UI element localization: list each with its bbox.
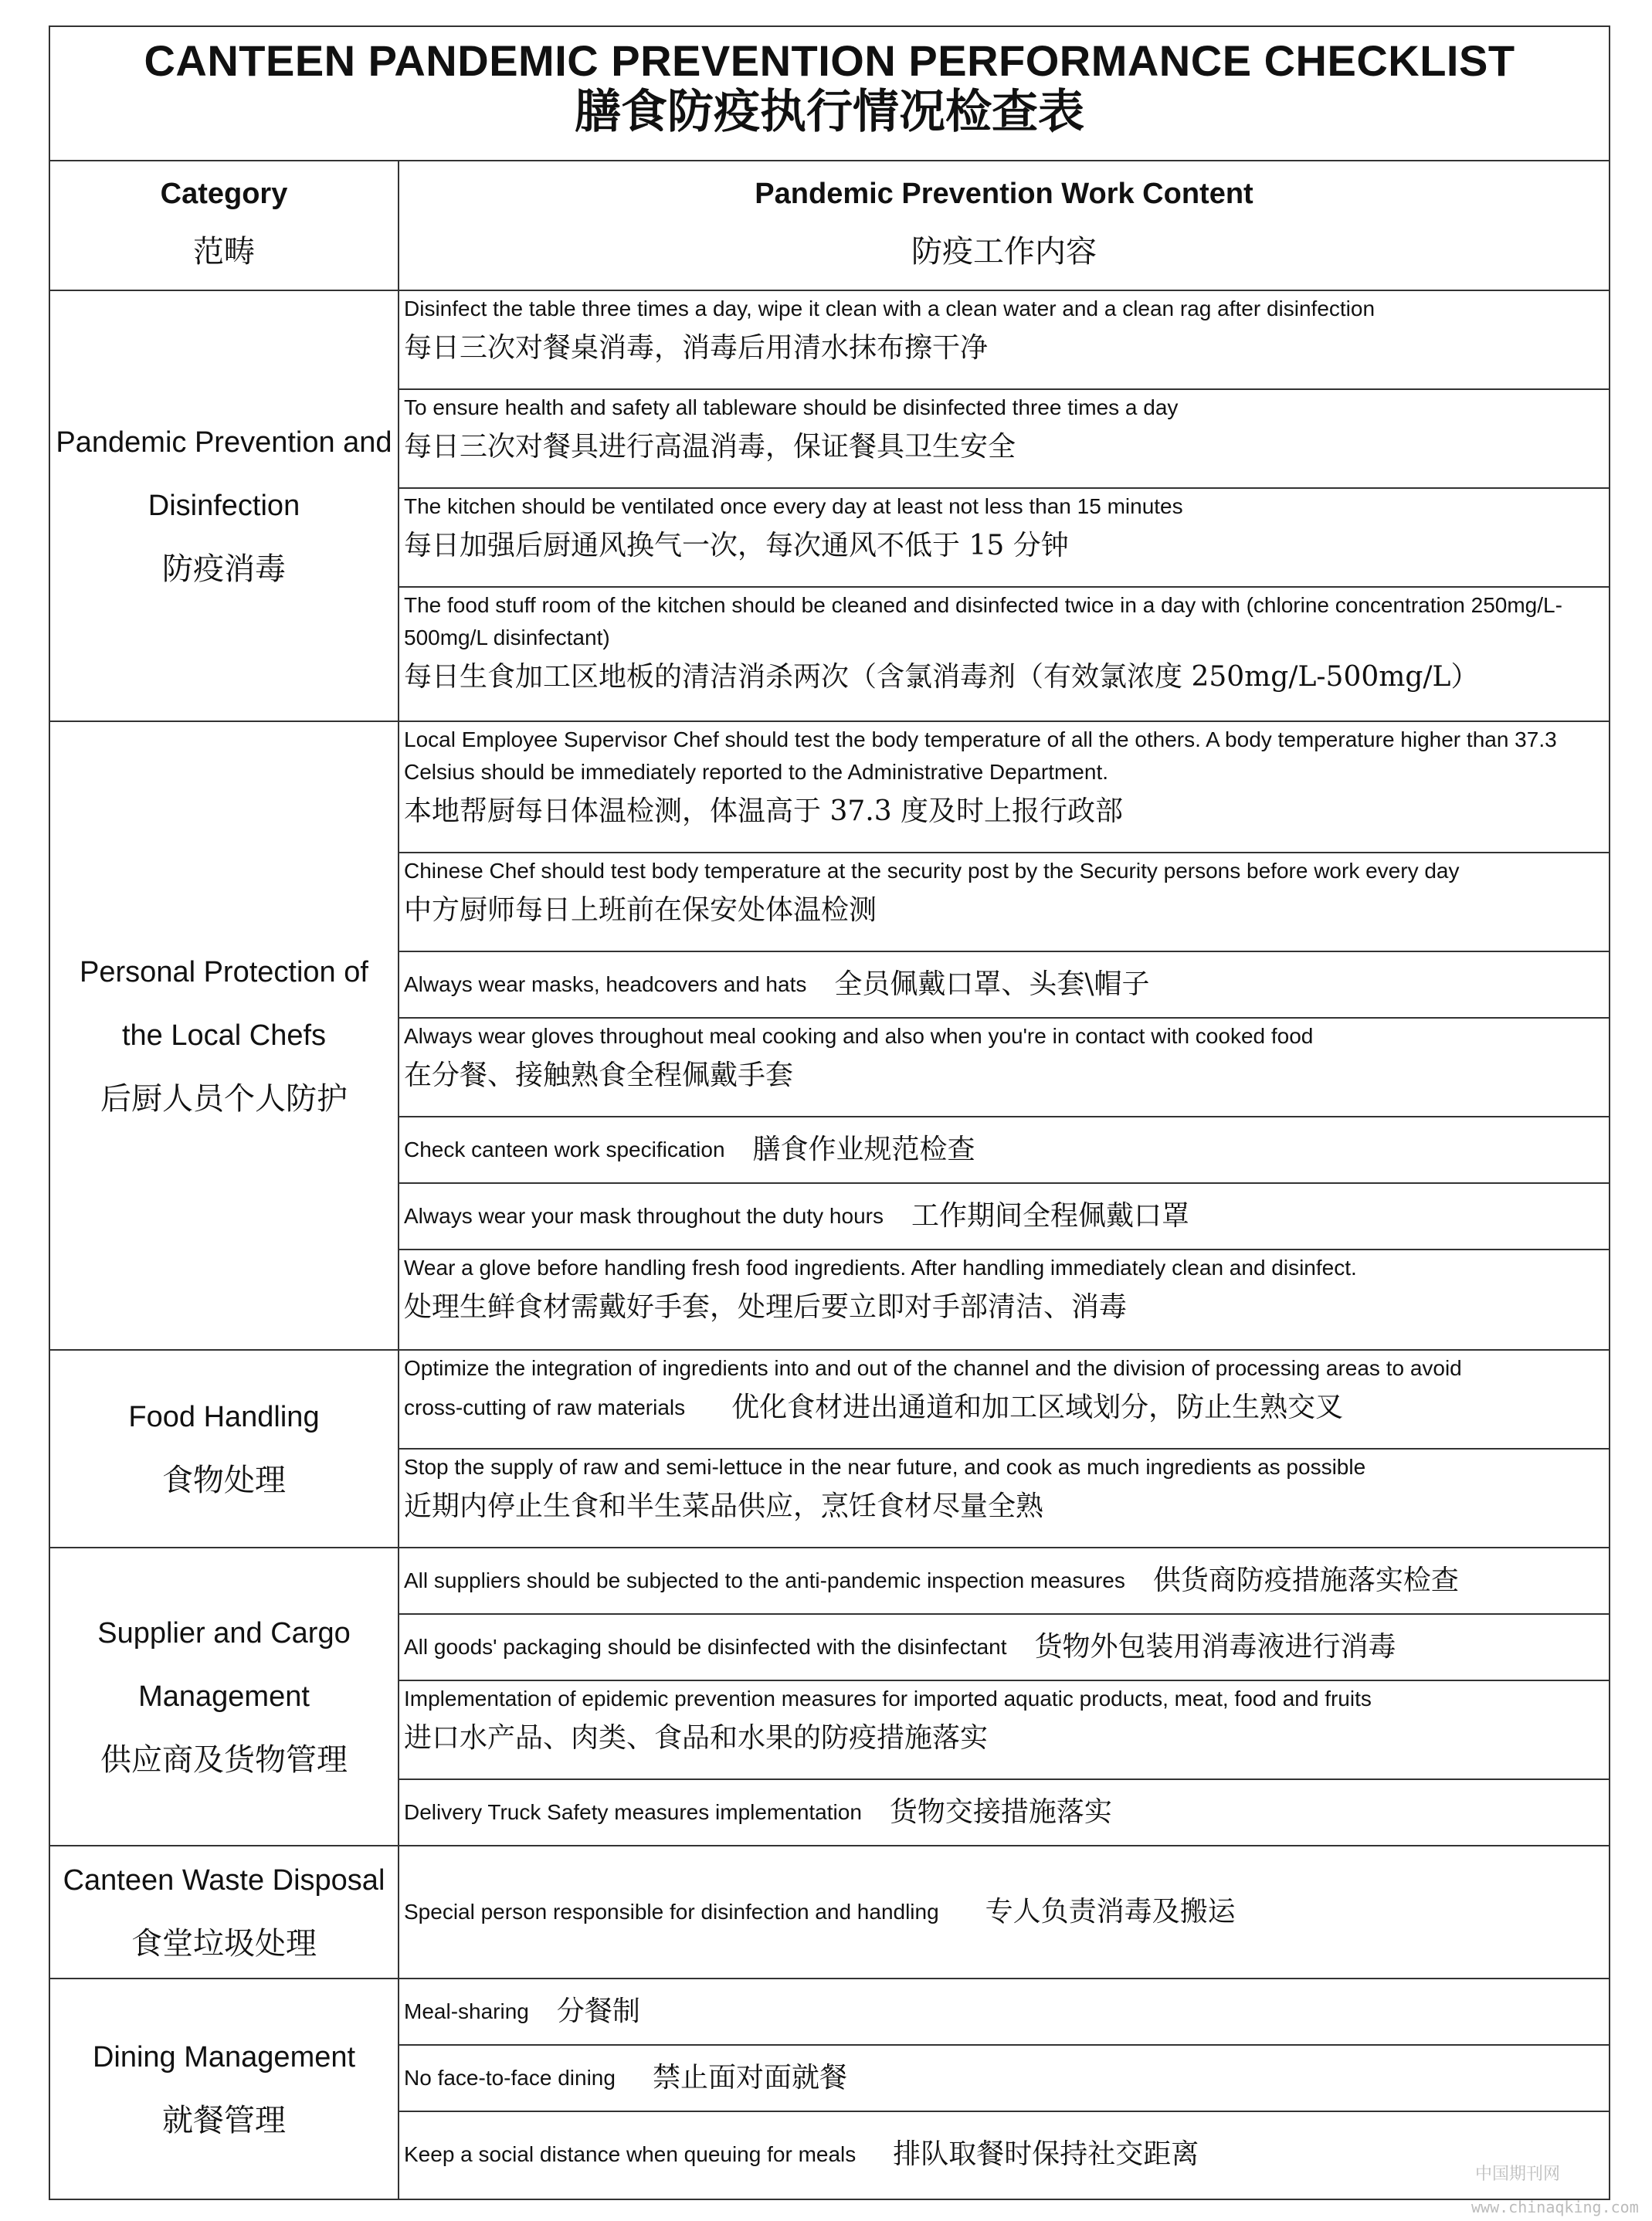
category-cell [50,1548,399,1845]
checklist-sheet [49,25,1610,2200]
category-en: Dining Management [92,2041,356,2073]
section-row-food-handling [50,1351,1609,1548]
item-zh: 供货商防疫措施落实检查 [1152,1565,1459,1596]
item-en: Wear a glove before handling fresh food ingredients. After handling immediately clean and disinfect. [404,1256,1357,1280]
content-item [399,1250,1609,1349]
title-block [50,27,1609,161]
content-item [399,1450,1609,1548]
item-zh: 本地帮厨每日体温检测，体温高于 37.3 度及时上报行政部 [404,795,1124,827]
header-content-en: Pandemic Prevention Work Content [755,178,1253,210]
item-en: Implementation of epidemic prevention measures for imported aquatic products, meat, food and fruits [404,1687,1372,1711]
content-item [399,1681,1609,1780]
item-zh: 处理生鲜食材需戴好手套，处理后要立即对手部清洁、消毒 [404,1291,1128,1323]
item-zh: 膳食作业规范检查 [752,1134,975,1165]
category-en-line1: Pandemic Prevention and [56,426,392,459]
content-item [399,853,1609,952]
header-content-cell [399,160,1609,290]
item-zh: 每日三次对餐桌消毒，消毒后用清水抹布擦干净 [404,332,989,364]
item-en: Optimize the integration of ingredients into and out of the channel and the division of processing areas to avoid [404,1356,1462,1380]
header-content-zh: 防疫工作内容 [911,234,1097,270]
header-category-cell [50,160,399,290]
content-item [399,1019,1609,1117]
content-item [399,291,1609,390]
content-item [399,1979,1609,2046]
item-zh: 每日加强后厨通风换气一次，每次通风不低于 15 分钟 [404,530,1069,561]
content-item [399,588,1609,721]
category-cell [50,722,399,1349]
category-cell [50,1351,399,1547]
category-en-line2: Management [138,1680,310,1713]
item-en: All suppliers should be subjected to the anti-pandemic inspection measures [404,1568,1125,1592]
item-en-line2: cross-cutting of raw materials [404,1395,686,1419]
content-item [399,952,1609,1019]
section-row-supplier-cargo [50,1548,1609,1846]
item-zh: 工作期间全程佩戴口罩 [911,1200,1189,1232]
section-row-waste-disposal [50,1846,1609,1979]
section-row-personal-protection [50,722,1609,1351]
title-english: CANTEEN PANDEMIC PREVENTION PERFORMANCE CHECKLIST [144,36,1515,85]
category-zh: 后厨人员个人防护 [100,1081,348,1117]
category-en: Food Handling [128,1401,320,1433]
content-item [399,1615,1609,1681]
category-zh: 食堂垃圾处理 [131,1926,317,1962]
content-item [399,390,1609,489]
content-item [399,1846,1609,1978]
item-zh: 每日三次对餐具进行高温消毒，保证餐具卫生安全 [404,431,1016,463]
content-item [399,1117,1609,1184]
item-en: Check canteen work specification [404,1138,725,1161]
item-en: Always wear masks, headcovers and hats [404,972,807,996]
item-en: Disinfect the table three times a day, wipe it clean with a clean water and a clean rag after disinfection [404,297,1376,320]
title-chinese: 膳食防疫执行情况检查表 [575,85,1084,139]
item-en: To ensure health and safety all tableware should be disinfected three times a day [404,395,1179,419]
section-row-disinfection [50,291,1609,722]
item-en: Keep a social distance when queuing for meals [404,2142,857,2166]
item-zh: 近期内停止生食和半生菜品供应，烹饪食材尽量全熟 [404,1490,1044,1522]
item-zh: 禁止面对面就餐 [652,2062,847,2094]
item-en: Special person responsible for disinfection and handling [404,1900,939,1924]
category-en-line2: Disinfection [148,490,300,522]
item-en: Chinese Chef should test body temperature at the security post by the Security persons before work every day [404,859,1460,883]
item-zh: 进口水产品、肉类、食品和水果的防疫措施落实 [404,1722,989,1754]
category-cell [50,1846,399,1978]
watermark-chinese: 中国期刊网 [1475,2165,1561,2184]
header-category-en: Category [160,178,288,210]
category-en-line2: the Local Chefs [121,1019,327,1052]
item-zh: 货物外包装用消毒液进行消毒 [1034,1631,1396,1663]
content-item [399,722,1609,853]
item-en: Meal-sharing [404,1999,529,2023]
item-en: Stop the supply of raw and semi-lettuce in the near future, and cook as much ingredients as possible [404,1455,1366,1479]
category-en: Canteen Waste Disposal [63,1864,385,1897]
category-zh: 食物处理 [162,1463,286,1498]
item-en: No face-to-face dining [404,2066,616,2090]
item-en: All goods' packaging should be disinfected with the disinfectant [404,1635,1007,1659]
category-en-line1: Supplier and Cargo [97,1617,351,1650]
item-zh: 每日生食加工区地板的清洁消杀两次（含氯消毒剂（有效氯浓度 250mg/L-500mg/L） [404,661,1479,693]
item-zh: 分餐制 [556,1996,640,2027]
watermark-url: www.chinaqking.com [1471,2198,1639,2216]
category-cell [50,1979,399,2199]
item-en: The kitchen should be ventilated once every day at least not less than 15 minutes [404,494,1183,518]
item-zh: 排队取餐时保持社交距离 [893,2138,1199,2170]
content-item [399,2112,1609,2197]
category-en-line1: Personal Protection of [80,956,368,988]
item-zh: 优化食材进出通道和加工区域划分，防止生熟交叉 [731,1392,1344,1423]
content-item [399,1548,1609,1615]
item-zh: 专人负责消毒及搬运 [985,1896,1236,1928]
header-category-zh: 范畴 [193,234,255,270]
item-en: Always wear gloves throughout meal cooking and also when you're in contact with cooked food [404,1024,1314,1048]
content-item [399,1780,1609,1845]
item-zh: 全员佩戴口罩、头套\帽子 [834,968,1150,1000]
item-zh: 在分餐、接触熟食全程佩戴手套 [404,1060,794,1091]
content-item [399,1351,1609,1450]
table-header-row [50,160,1609,291]
item-en: Delivery Truck Safety measures implementation [404,1800,862,1824]
section-row-dining-management [50,1979,1609,2199]
content-item [399,2046,1609,2112]
item-en: Local Employee Supervisor Chef should test the body temperature of all the others. A body temperature higher than 37.3 Celsius should be immediately reported to the Administrative Department. [404,727,1557,784]
category-cell [50,291,399,721]
content-item [399,1184,1609,1250]
category-zh: 防疫消毒 [162,551,286,587]
category-zh: 就餐管理 [162,2103,286,2138]
category-zh: 供应商及货物管理 [100,1742,348,1778]
item-zh: 货物交接措施落实 [889,1796,1112,1828]
item-zh: 中方厨师每日上班前在保安处体温检测 [404,894,877,926]
content-item [399,489,1609,588]
item-en: Always wear your mask throughout the duty hours [404,1204,884,1228]
item-en: The food stuff room of the kitchen should be cleaned and disinfected twice in a day with (chlorine concentration 250mg/L-500mg/L disinfectant) [404,593,1562,649]
